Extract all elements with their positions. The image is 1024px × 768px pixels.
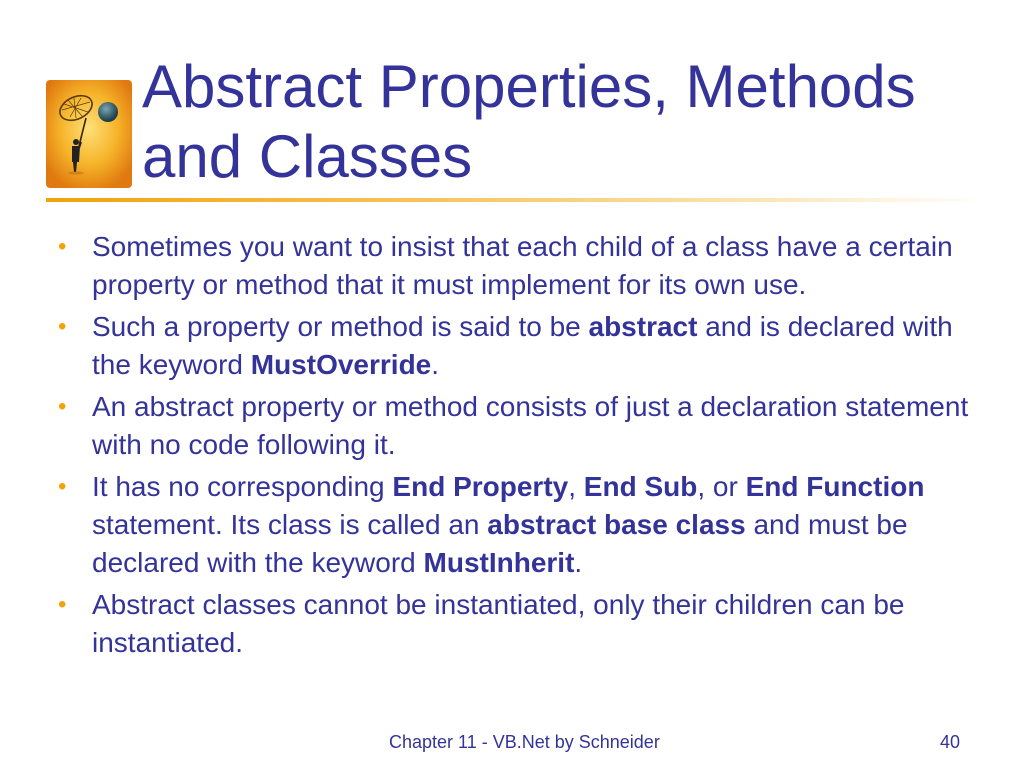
slide-title	[142, 52, 1002, 192]
bullet-text: .	[431, 349, 440, 380]
bullet-text: and is declared with the keyword	[92, 311, 953, 380]
bullet-text: and must be declared with the keyword	[92, 509, 908, 578]
footer-text: Chapter 11 - VB.Net by Schneider	[389, 732, 660, 752]
bullet-keyword: MustOverride	[250, 349, 432, 380]
bullet-dot-icon: •	[58, 233, 67, 260]
bullet-item	[56, 308, 986, 384]
bullet-item	[56, 586, 986, 662]
bullet-text: Abstract classes cannot be instantiated, only their children can be instantiated.	[92, 589, 905, 658]
bullet-text: An abstract property or method consists of just a declaration statement with no code following it.	[92, 391, 969, 460]
bullet-dot-icon: •	[58, 591, 67, 618]
bullet-text: statement. Its class is called an	[92, 509, 488, 540]
title-divider	[46, 198, 980, 202]
bullet-list	[56, 228, 986, 666]
bullet-text: , or	[697, 471, 746, 502]
title-line-1: Abstract Properties, Methods	[142, 53, 916, 120]
man-with-net-logo-icon	[46, 80, 132, 188]
bullet-dot-icon: •	[58, 393, 67, 420]
bullet-item	[56, 228, 986, 304]
bullet-text: It has no corresponding	[92, 471, 393, 502]
bullet-dot-icon: •	[58, 313, 67, 340]
bullet-item	[56, 468, 986, 582]
bullet-item	[56, 388, 986, 464]
bullet-keyword: MustInherit	[423, 547, 575, 578]
bullet-keyword: End Property	[392, 471, 569, 502]
bullet-dot-icon: •	[58, 473, 67, 500]
bullet-text: .	[574, 547, 583, 578]
bullet-keyword: End Function	[745, 471, 925, 502]
bullet-keyword: abstract	[588, 311, 698, 342]
bullet-text: Such a property or method is said to be	[92, 311, 589, 342]
page-number: 40	[940, 732, 961, 752]
title-line-2: and Classes	[142, 123, 473, 190]
bullet-keyword: End Sub	[583, 471, 698, 502]
bullet-text: ,	[568, 471, 584, 502]
bullet-text: Sometimes you want to insist that each child of a class have a certain property or method that it must implement for its own use.	[92, 231, 953, 300]
bullet-keyword: abstract base class	[487, 509, 746, 540]
